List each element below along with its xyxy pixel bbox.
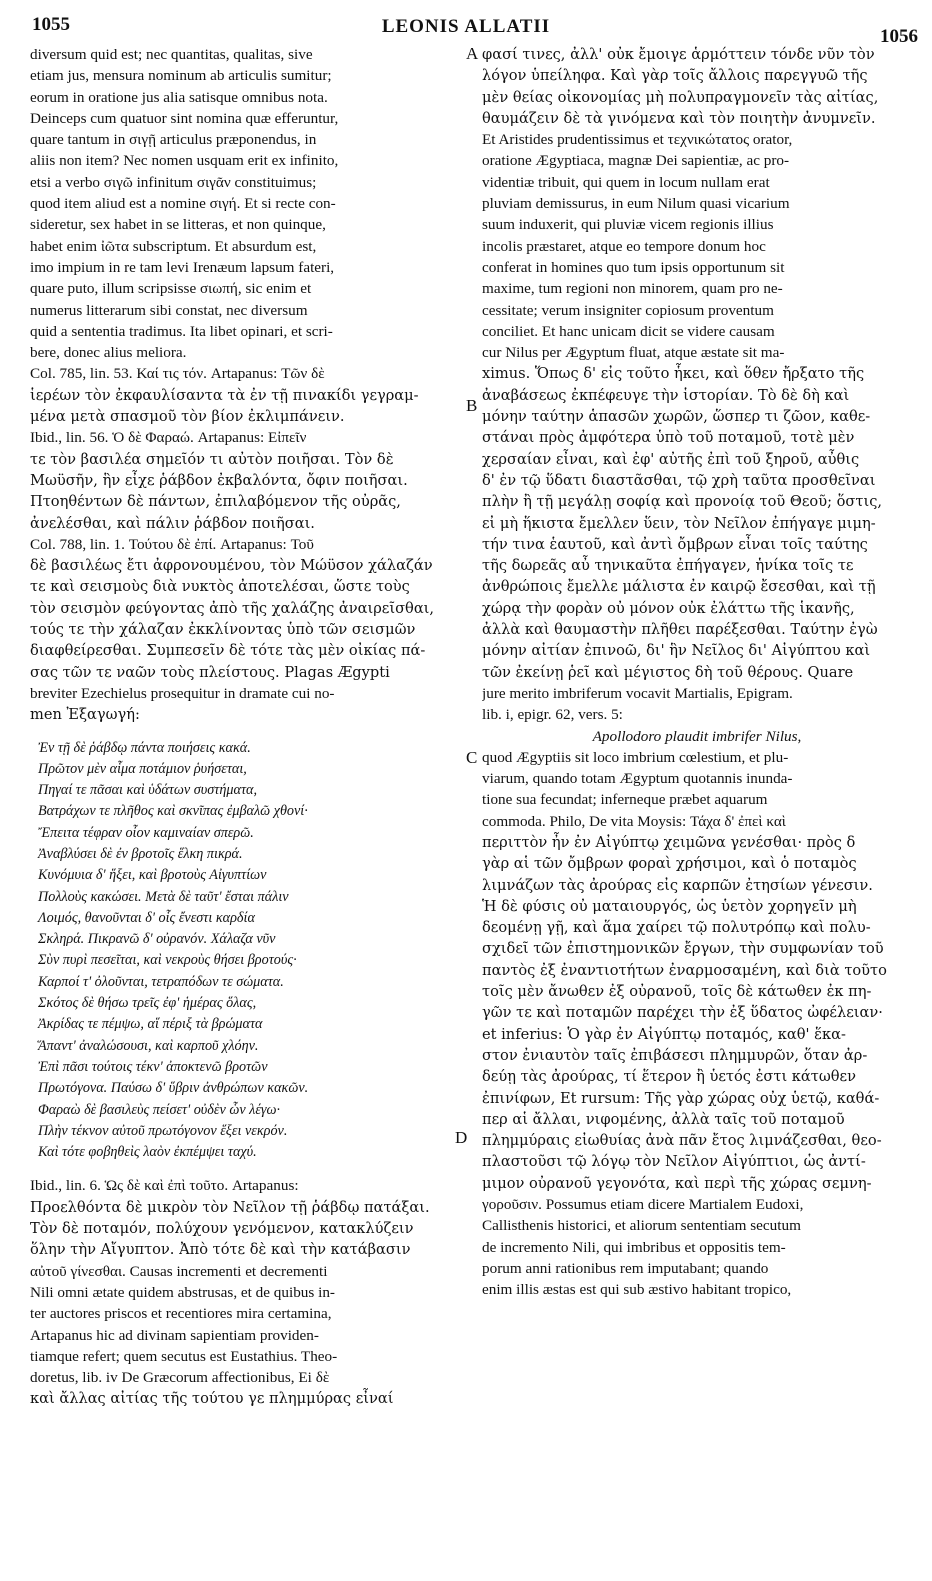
- text-line: ximus. Ὅπως δ' εἰς τοῦτο ἧκει, καὶ ὅθεν ἤρξατο τῆς: [482, 365, 865, 383]
- text-line: porum anni rationibus rem imputabant; quando: [482, 1259, 769, 1277]
- margin-marker-c: C: [466, 748, 478, 767]
- text-line: φασί τινες, ἀλλ' οὐκ ἔμοιγε ἁρμόττειν τόνδε νῦν τὸν: [482, 46, 875, 63]
- text-line: ter auctores priscos et recentiores mira certamina,: [30, 1305, 332, 1323]
- text-line: Ibid., lin. 56. Ὁ δὲ Φαραώ. Artapanus: Εἰπεῖν: [30, 429, 307, 447]
- text-line: Τὸν δὲ ποταμόν, πολύχουν γενόμενον, κατακλύζειν: [30, 1220, 414, 1238]
- verse-line: Πλὴν τέκνον αὐτοῦ πρωτόγονον ἕξει νεκρόν.: [38, 1122, 288, 1139]
- text-line: tione sua fecundat; inferneque præbet aquarum: [482, 791, 768, 809]
- verse-line: Καὶ τότε φοβηθεὶς λαὸν ἐκπέμψει ταχύ.: [38, 1144, 257, 1161]
- text-line: conferat in homines quo tum ipsis opportunum sit: [482, 258, 785, 276]
- text-line: commoda. Philo, De vita Moysis: Τάχα δ' ἐπεὶ καὶ: [482, 812, 786, 830]
- text-line: μόνην ταύτην ἁπασῶν χωρῶν, ὥσπερ τι ζῶον, καθε-: [482, 408, 871, 426]
- verse-line: Ἐν τῇ δὲ ῥάβδῳ πάντα ποιήσεις κακά.: [38, 739, 251, 756]
- text-line: cur Nilus per Ægyptum fluat, atque æstate sit ma-: [482, 344, 785, 362]
- verse-line: Σκότος δὲ θήσω τρεῖς ἐφ' ἡμέρας ὅλας,: [38, 995, 257, 1012]
- running-title: LEONIS ALLATII: [381, 16, 551, 37]
- text-line: quare tantum in σιγῇ articulus præponendus, in: [30, 131, 317, 149]
- text-line: Nili omni ætate quidem abstrusas, et de quibus in-: [30, 1283, 335, 1301]
- text-line: incolis præstaret, atque eo tempore donum hoc: [482, 237, 766, 255]
- text-line: etiam jus, mensura nominum ab articulis sumitur;: [30, 67, 332, 85]
- text-line: conciliet. Et hanc unicam dicit se videre causam: [482, 322, 775, 340]
- text-line: λόγον ὑπείληφα. Καὶ γὰρ τοῖς ἄλλοις παρεγγυῶ τῆς: [482, 67, 868, 85]
- text-line: suum induxerit, qui pluviæ vicem regionis illius: [482, 216, 774, 234]
- verse-line: Πρῶτον μὲν αἷμα ποτάμιον ῥυήσεται,: [38, 760, 247, 777]
- text-line: Callisthenis historici, et aliorum sententiam secutum: [482, 1217, 801, 1235]
- text-line: πλαστοῦσι τῷ λόγῳ τὸν Νεῖλον Αἰγύπτιοι, ὡς ἀντί-: [482, 1153, 866, 1171]
- text-line: quid a sententia tradimus. Ita libet opinari, et scri-: [30, 322, 333, 340]
- text-line: Col. 785, lin. 53. Καί τις τόν. Artapanus: Τῶν δὲ: [30, 365, 325, 383]
- text-line: διαφθείρεσθαι. Συμπεσεῖν δὲ τότε τὰς μὲν οἰκίας πά-: [30, 642, 426, 660]
- text-line: μόνην αἰτίαν ἐπινοῶ, δι' ἣν Νεῖλος δι' Αἰγύπτου καὶ: [482, 642, 871, 660]
- text-line: Προελθόντα δὲ μικρὸν τὸν Νεῖλον τῇ ῥάβδῳ πατάξαι.: [30, 1198, 430, 1216]
- text-line: cessitate; verum insigniter copiosum proventum: [482, 301, 774, 319]
- text-line: quod item aliud est a nomine σιγή. Et si recte con-: [30, 195, 336, 213]
- verse-line: Λοιμός, θανοῦνται δ' οἷς ἔνεστι καρδία: [38, 909, 255, 926]
- verse-line: Πολλοὺς κακώσει. Μετὰ δὲ ταῦτ' ἔσται πάλιν: [38, 888, 289, 905]
- text-line: ἀναβάσεως ἐκπέφευγε τὴν ἱστορίαν. Τὸ δὲ δὴ καὶ: [482, 386, 850, 404]
- text-line: θαυμάζειν δὲ τὰ γινόμενα καὶ τὸν ποιητὴν ἀνυμνεῖν.: [482, 109, 876, 127]
- text-line: Artapanus hic ad divinam sapientiam providen-: [30, 1326, 319, 1344]
- text-line: viarum, quando totam Ægyptum quotannis inunda-: [482, 770, 793, 788]
- margin-marker-d: D: [455, 1128, 468, 1147]
- text-line: ἀνθρώποις ἔμελλε μάλιστα ἐν καιρῷ ἔσεσθαι, καὶ τῇ: [482, 578, 876, 596]
- text-line: τῶν ἐκείνῃ ῥεῖ καὶ μέγιστος δὴ τοῦ θέρους. Quare: [482, 663, 854, 681]
- text-line: enim illis æstas est qui sub æstivo habitant tropico,: [482, 1281, 792, 1299]
- text-line: μιμον οὐρανοῦ γεγονότα, καὶ περὶ τῆς χώρας σεμνη-: [482, 1174, 872, 1192]
- text-line: Deinceps cum quatuor sint nomina quæ efferuntur,: [30, 109, 339, 127]
- text-line: στάναι πρὸς ἀμφότερα ὑπὸ τοῦ ποταμοῦ, τοτὲ μὲν: [482, 429, 855, 447]
- text-line: Ibid., lin. 6. Ὡς δὲ καὶ ἐπὶ τοῦτο. Artapanus:: [30, 1177, 299, 1195]
- text-line: περιττὸν ἦν ἐν Αἰγύπτῳ χειμῶνα γενέσθαι· πρὸς δ: [482, 833, 856, 851]
- text-line: τούς τε τὴν χάλαζαν ἐκκλίνοντας ὑπὸ τῶν σεισμῶν: [30, 621, 416, 639]
- text-line: χερσαίαν εἶναι, καὶ ἐφ' αὐτῆς ἐπὶ τοῦ ξηροῦ, αὖθις: [482, 450, 860, 468]
- left-column: [30, 44, 464, 1410]
- verse-line: Καρποί τ' ὀλοῦνται, τετραπόδων τε σώματα.: [38, 973, 284, 990]
- text-line: σχιδεῖ τῶν ἐπιστημονικῶν ἔργων, τὴν συμφωνίαν τοῦ: [482, 940, 884, 958]
- text-line: λιμνάζων τὰς ἀρούρας εἰς καρπῶν ἐτησίων γένεσιν.: [482, 876, 873, 894]
- text-line: et inferius: Ὁ γὰρ ἐν Αἰγύπτῳ ποταμός, καθ' ἕκα-: [482, 1025, 846, 1043]
- text-line: imo impium in re tam levi Irenæum lapsum fateri,: [30, 258, 335, 276]
- text-line: ὅλην τὴν Αἴγυπτον. Ἀπὸ τότε δὲ καὶ τὴν κατάβασιν: [30, 1241, 411, 1259]
- text-line: καὶ ἄλλας αἰτίας τῆς τούτου γε πλημμύρας εἶναί: [30, 1390, 394, 1408]
- text-line: men Ἐξαγωγή:: [30, 706, 140, 724]
- text-line: δ' ἐν τῷ ὕδατι διαστᾶσθαι, τῷ χρὴ ταῦτα προσθεῖναι: [482, 471, 876, 489]
- text-line: maxime, tum regioni non minorem, quam pro ne-: [482, 280, 783, 298]
- text-line: ἀλλὰ καὶ θαυμαστὴν πλῆθει παρέξεσθαι. Ταύτην ἐγὼ: [482, 621, 878, 639]
- page-number-left: 1055: [32, 14, 70, 35]
- text-line: αὐτοῦ γίνεσθαι. Causas incrementi et decrementi: [30, 1262, 328, 1280]
- text-line: πλὴν ἢ τῇ μεγάλῃ σοφίᾳ καὶ προνοίᾳ τοῦ Θεοῦ; ὅστις,: [482, 493, 883, 511]
- text-line: eorum in oratione jus alia satisque omnibus nota.: [30, 88, 328, 106]
- text-line: diversum quid est; nec quantitas, qualitas, sive: [30, 46, 313, 63]
- text-line: τὸν σεισμὸν φεύγοντας ἀπὸ τῆς χαλάζης ἀναιρεῖσθαι,: [30, 599, 435, 617]
- verse-line: Σὺν πυρὶ πεσεῖται, καὶ νεκροὺς θήσει βροτούς·: [38, 952, 297, 969]
- spacer: [30, 1163, 464, 1175]
- text-line: τήν τινα ἑαυτοῦ, καὶ ἀντὶ ὄμβρων εἶναι τοῖς ταύτης: [482, 535, 868, 553]
- verse-line: Κυνόμυια δ' ἥξει, καὶ βροτοὺς Αἰγυπτίων: [38, 867, 267, 884]
- verse-line: Βατράχων τε πλῆθος καὶ σκνῖπας ἐμβαλῶ χθονί·: [38, 803, 308, 820]
- text-line: ἱερέων τὸν ἐκφαυλίσαντα τὰ ἐν τῇ πινακίδι γεγραμ-: [30, 386, 419, 404]
- verse-line: Ἅπαντ' ἀναλώσουσι, καὶ καρποῦ χλόην.: [38, 1037, 259, 1054]
- text-line: μένα μετὰ σπασμοῦ τὸν βίον ἐκλιμπάνειν.: [30, 408, 345, 426]
- text-line: habet enim ἰῶτα subscriptum. Et absurdum est,: [30, 237, 317, 255]
- text-line: jure merito imbriferum vocavit Martialis, Epigram.: [482, 684, 793, 702]
- spacer: [30, 726, 464, 738]
- text-line: aliis non item? Nec nomen usquam erit ex infinito,: [30, 152, 339, 170]
- text-line: Πτοηθέντων δὲ πάντων, ἐπιλαβόμενον τῆς οὐρᾶς,: [30, 493, 401, 511]
- text-line: στον ἐνιαυτὸν ταῖς ἐπιβάσεσι πλημμυρῶν, ὅταν ἀρ-: [482, 1046, 868, 1064]
- verse-line: Ἔπειτα τέφραν οἶον καμιναίαν σπερῶ.: [38, 824, 254, 841]
- text-line: de incremento Nili, qui imbribus et oppositis tem-: [482, 1238, 786, 1256]
- text-line: εἰ μὴ ἥκιστα ἔμελλεν ὕειν, τὸν Νεῖλον ἐπήγαγε μιμη-: [482, 514, 876, 532]
- text-line: bere, donec alius meliora.: [30, 344, 187, 362]
- verse-line: Ἐπὶ πᾶσι τούτοις τέκν' ἀποκτενῶ βροτῶν: [38, 1058, 268, 1075]
- text-line: τῆς δωρεᾶς αὖ τηνικαῦτα ἐπήγαγεν, ἡνίκα τοῖς τε: [482, 557, 854, 575]
- text-line: σας τῶν τε ναῶν τοὺς πλείστους. Plagas Ægypti: [30, 663, 390, 681]
- text-line: χώρᾳ τὴν φορὰν οὐ μόνον οὐκ ἐλάττω τῆς ἱκανῆς,: [482, 599, 855, 617]
- text-line: breviter Ezechielus prosequitur in dramate cui no-: [30, 684, 335, 702]
- text-line: doretus, lib. iv De Græcorum affectionibus, Ei δὲ: [30, 1369, 330, 1387]
- text-line: Ἡ δὲ φύσις οὐ ματαιουργός, ὡς ὑετὸν χορηγεῖν μὴ: [482, 897, 857, 915]
- text-line: tiamque refert; quem secutus est Eustathius. Theo-: [30, 1347, 338, 1365]
- verse-line: Πηγαί τε πᾶσαι καὶ ὑδάτων συστήματα,: [38, 782, 258, 799]
- page-number-right: 1056: [880, 26, 918, 47]
- text-line: ἐπινίφων, Et rursum: Τῆς γὰρ χώρας οὐχ ὑετῷ, καθά-: [482, 1089, 880, 1107]
- text-line: numerus litterarum sibi constat, nec diversum: [30, 301, 308, 319]
- quoted-verse: Apollodoro plaudit imbrifer Nilus,: [592, 727, 802, 745]
- text-line: γὰρ αἱ τῶν ὄμβρων φοραὶ χρήσιμοι, καὶ ὁ ποταμὸς: [482, 855, 857, 873]
- verse-line: Φαραὼ δὲ βασιλεὺς πείσετ' οὐδὲν ὧν λέγω·: [38, 1101, 281, 1118]
- text-line: παντὸς ἐξ ἐναντιοτήτων ἐναρμοσαμένη, καὶ διὰ τοῦτο: [482, 961, 887, 979]
- text-line: δεύῃ τὰς ἀρούρας, τί ἕτερον ἢ ὑετός ἐστι κάτωθεν: [482, 1068, 856, 1086]
- text-line: περ αἱ ἄλλαι, νιφομένης, ἀλλὰ ταῖς τοῦ ποταμοῦ: [482, 1110, 845, 1128]
- text-line: videntiæ tribuit, qui quem in locum nullam erat: [482, 173, 770, 191]
- text-line: δεομένῃ γῇ, καὶ ἅμα χαίρει τῷ πολυτρόπῳ καὶ πολυ-: [482, 919, 871, 937]
- text-line: quod Ægyptiis sit loco imbrium cœlestium, et plu-: [482, 748, 789, 766]
- text-line: γοροῦσιν. Possumus etiam dicere Martialem Eudoxi,: [482, 1196, 804, 1214]
- verse-line: Σκληρά. Πικρανῶ δ' οὐρανόν. Χάλαζα νῦν: [38, 931, 276, 948]
- text-line: Et Aristides prudentissimus et τεχνικώτατος orator,: [482, 131, 793, 149]
- text-line: pluviam demissurus, in eum Nilum quasi vicarium: [482, 195, 790, 213]
- text-line: τοῖς μὲν ἄνωθεν ἐξ οὐρανοῦ, τοῖς δὲ κάτωθεν ἐκ πη-: [482, 983, 872, 1001]
- text-line: τε τὸν βασιλέα σημεῖόν τι αὐτὸν ποιῆσαι. Τὸν δὲ: [30, 450, 394, 468]
- verse-line: Ἀναβλύσει δὲ ἐν βροτοῖς ἕλκη πικρά.: [38, 845, 243, 862]
- text-line: lib. i, epigr. 62, vers. 5:: [482, 706, 623, 724]
- margin-marker-b: B: [466, 396, 478, 415]
- verse-line: Ἀκρίδας τε πέμψω, αἵ πέριξ τὰ βρώματα: [38, 1016, 263, 1033]
- text-line: Col. 788, lin. 1. Τούτου δὲ ἐπί. Artapanus: Τοῦ: [30, 535, 314, 553]
- right-column: [482, 44, 912, 1301]
- text-line: πλημμύραις εἰωθυίας ἀνὰ πᾶν ἔτος λιμνάζεσθαι, θεο-: [482, 1132, 882, 1150]
- text-line: δὲ βασιλέως ἔτι ἀφρονουμένου, τὸν Μώϋσον χάλαζάν: [30, 557, 433, 575]
- text-line: ἀνελέσθαι, καὶ πάλιν ῥάβδον ποιῆσαι.: [30, 514, 315, 532]
- verse-line: Πρωτόγονα. Παύσω δ' ὕβριν ἀνθρώπων κακῶν.: [38, 1080, 309, 1097]
- text-line: oratione Ægyptiaca, magnæ Dei sapientiæ, ac pro-: [482, 152, 790, 170]
- text-line: τε καὶ σεισμοὺς διὰ νυκτὸς ἀποτελέσαι, ὥστε τοὺς: [30, 578, 410, 596]
- text-line: etsi a verbo σιγῶ infinitum σιγᾶν constituimus;: [30, 173, 317, 191]
- text-line: quare puto, illum scripsisse σιωπή, sic enim et: [30, 280, 312, 298]
- page-header: [0, 0, 932, 47]
- text-line: γῶν τε καὶ ποταμῶν παρέχει τὴν ἐξ ὕδατος ὠφέλειαν·: [482, 1004, 883, 1022]
- text-line: Μωϋσῆν, ἣν εἶχε ῥάβδον ἐκβαλόντα, ὄφιν ποιῆσαι.: [30, 471, 408, 489]
- text-line: μὲν θείας οἰκονομίας μὴ πολυπραγμονεῖν τὰς αἰτίας,: [482, 88, 879, 106]
- text-line: sideretur, sex habet in se litteras, et non quinque,: [30, 216, 326, 234]
- margin-marker-a: A: [466, 44, 479, 63]
